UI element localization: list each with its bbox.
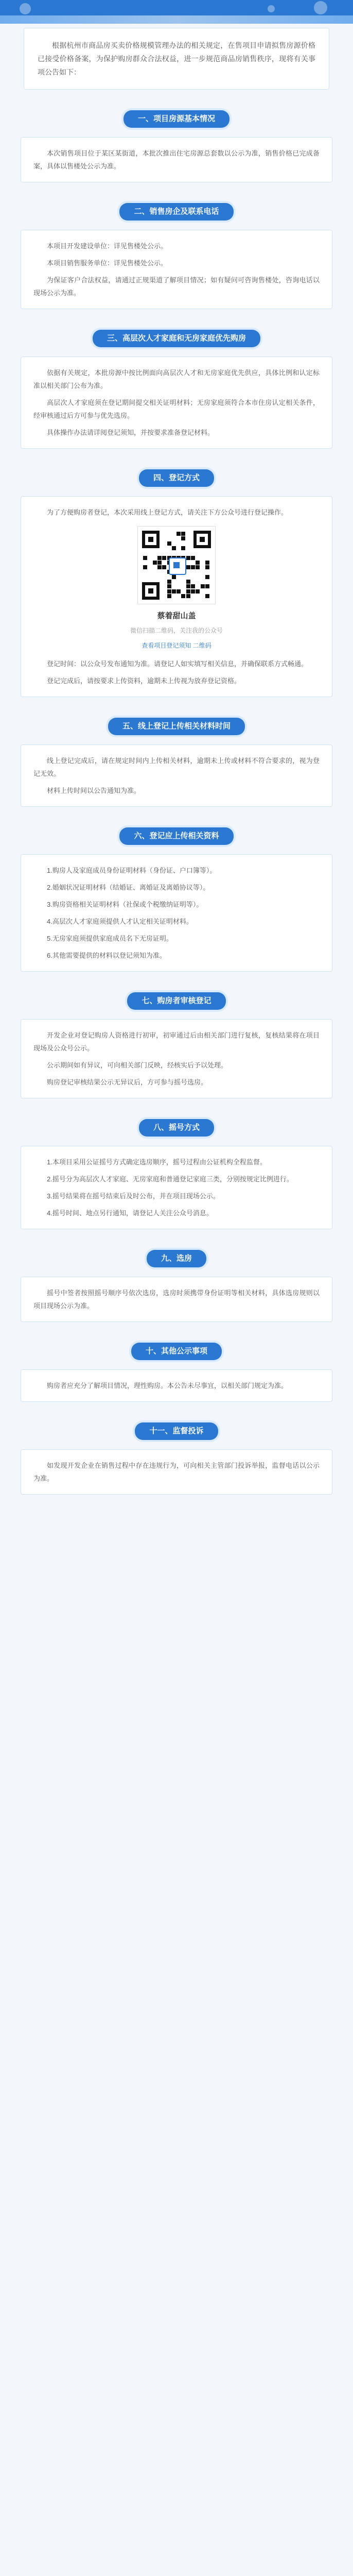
section-header <box>21 1250 332 1267</box>
intro-text: 根据杭州市商品房买卖价格规模管理办法的相关规定，在售项目申请拟售房源价格已接受价格备案，为保护购房群众合法权益，进一步规范商品房销售秩序，现将有关事项公告如下： <box>38 41 315 76</box>
section-card <box>21 744 332 807</box>
qr-link[interactable]: 查看项目登记须知 二维码 <box>142 642 211 649</box>
section-paragraph: 4.高层次人才家庭须提供人才认定相关证明材料。 <box>47 918 193 925</box>
section-paragraph: 摇号中签者按照摇号顺序号依次选房，选房时须携带身份证明等相关材料，具体选房规则以项目现场公示为准。 <box>33 1289 320 1310</box>
section-title: 十、其他公示事项 <box>131 1343 222 1360</box>
section <box>21 1422 332 1495</box>
section-header <box>21 1119 332 1137</box>
section <box>21 330 332 449</box>
qr-module <box>196 565 200 569</box>
qr-finder-pattern <box>142 582 160 600</box>
section <box>21 469 332 697</box>
section <box>21 110 332 182</box>
section <box>21 992 332 1098</box>
section-header <box>21 110 332 128</box>
section-paragraph: 1.购房人及家庭成员身份证明材料（身份证、户口簿等）。 <box>47 867 217 874</box>
qr-module <box>186 580 190 584</box>
qr-account-name: 蔡着甜山盖 <box>157 612 196 620</box>
section-card <box>21 1449 332 1495</box>
qr-module <box>167 580 171 584</box>
section-paragraph: 材料上传时间以公告通知为准。 <box>47 787 141 794</box>
qr-module <box>157 561 162 565</box>
qr-module <box>186 589 190 594</box>
qr-module <box>143 556 147 560</box>
section-paragraph: 本项目开发建设单位：详见售楼处公示。 <box>47 242 168 250</box>
section-title: 二、销售房企及联系电话 <box>119 203 233 221</box>
qr-module <box>205 584 209 588</box>
decoration-circle <box>314 1 327 14</box>
qr-module <box>191 589 195 594</box>
qr-logo-icon <box>169 557 186 575</box>
section-card <box>21 854 332 972</box>
qr-module <box>167 594 171 598</box>
section-header <box>21 469 332 487</box>
section-header <box>21 992 332 1010</box>
qr-module <box>191 556 195 560</box>
section <box>21 1119 332 1229</box>
section-card <box>21 230 332 309</box>
qr-module <box>157 565 162 569</box>
section-paragraph: 3.摇号结果将在摇号结束后及时公布，并在项目现场公示。 <box>47 1192 220 1200</box>
qr-module <box>186 565 190 569</box>
qr-finder-pattern <box>142 531 160 548</box>
section-title: 七、购房者审核登记 <box>127 992 225 1010</box>
section-card <box>21 1146 332 1229</box>
qr-module <box>181 594 185 598</box>
qr-module <box>186 556 190 560</box>
decoration-circle <box>268 5 275 12</box>
section-header <box>21 718 332 735</box>
intro-card <box>24 28 329 90</box>
section-header <box>21 330 332 347</box>
qr-module <box>153 561 157 565</box>
section-paragraph: 具体操作办法请详阅登记须知，并按要求准备登记材料。 <box>47 429 215 436</box>
qr-hint-text: 微信扫描二维码，关注我的公众号 <box>130 627 223 634</box>
section-paragraph: 高层次人才家庭须在登记期间提交相关证明材料；无房家庭须符合本市住房认定相关条件，经审核通过后方可参与优先选房。 <box>33 399 320 419</box>
qr-module <box>143 565 147 569</box>
section-paragraph: 购房登记审核结果公示无异议后，方可参与摇号选房。 <box>47 1078 208 1086</box>
qr-module <box>205 575 209 579</box>
qr-block <box>33 526 320 652</box>
qr-module <box>196 589 200 594</box>
section-paragraph: 购房者应充分了解项目情况，理性购房。本公告未尽事宜，以相关部门规定为准。 <box>47 1382 288 1389</box>
section-paragraph: 本项目销售服务单位：详见售楼处公示。 <box>47 259 168 267</box>
section-card <box>21 137 332 182</box>
section-card <box>21 1019 332 1098</box>
qr-module <box>205 565 209 569</box>
sections-container <box>0 110 353 1495</box>
section-paragraph: 3.购房资格相关证明材料（社保或个税缴纳证明等）。 <box>47 901 203 908</box>
qr-module <box>162 565 166 569</box>
section-paragraph: 为保证客户合法权益，请通过正规渠道了解项目情况；如有疑问可咨询售楼处，咨询电话以现场公示为准。 <box>33 276 320 297</box>
qr-module <box>167 584 171 588</box>
qr-module <box>191 584 195 588</box>
section-paragraph: 1.本项目采用公证摇号方式确定选房顺序，摇号过程由公证机构全程监督。 <box>47 1158 267 1166</box>
section-paragraph: 本次销售项目位于某区某街道，本批次推出住宅房源总套数以公示为准，销售价格已完成备案，具体以售楼处公示为准。 <box>33 149 320 170</box>
section <box>21 1343 332 1402</box>
section-card <box>21 1369 332 1402</box>
section-paragraph: 4.摇号时间、地点另行通知，请登记人关注公众号消息。 <box>47 1209 213 1217</box>
top-banner <box>0 0 353 24</box>
qr-module <box>186 594 190 598</box>
section-card <box>21 496 332 697</box>
qr-module <box>181 546 185 550</box>
qr-module <box>157 556 162 560</box>
decoration-circle <box>20 3 31 14</box>
qr-module <box>172 589 176 594</box>
section <box>21 718 332 807</box>
section-paragraph: 登记时间：以公众号发布通知为准。请登记人如实填写相关信息，并确保联系方式畅通。 <box>47 660 308 668</box>
qr-module <box>172 575 176 579</box>
section-header <box>21 203 332 221</box>
qr-module <box>167 589 171 594</box>
qr-module <box>172 546 176 550</box>
section-card <box>21 1277 332 1322</box>
section-header <box>21 827 332 845</box>
section-title: 五、线上登记上传相关材料时间 <box>108 718 245 735</box>
qr-module <box>162 556 166 560</box>
section-paragraph: 如发现开发企业在销售过程中存在违规行为，可向相关主管部门投诉举报，监督电话以公示为准。 <box>33 1462 320 1482</box>
section-paragraph: 线上登记完成后，请在规定时间内上传相关材料，逾期未上传或材料不符合要求的，视为登记无效。 <box>33 757 320 777</box>
section <box>21 203 332 309</box>
qr-module <box>177 589 181 594</box>
qr-finder-pattern <box>193 531 211 548</box>
section-paragraph: 登记完成后，请按要求上传资料，逾期未上传视为放弃登记资格。 <box>47 677 241 685</box>
section-title: 三、高层次人才家庭和无房家庭优先购房 <box>93 330 260 347</box>
section-header <box>21 1422 332 1440</box>
section <box>21 827 332 972</box>
section-title: 六、登记应上传相关资料 <box>119 827 233 845</box>
qr-module <box>201 584 205 588</box>
section-title: 十一、监督投诉 <box>135 1422 218 1440</box>
section-title: 八、摇号方式 <box>139 1119 214 1137</box>
qr-module <box>196 561 200 565</box>
section-paragraph: 6.其他需要提供的材料以登记须知为准。 <box>47 952 166 959</box>
section-title: 四、登记方式 <box>139 469 214 487</box>
section <box>21 1250 332 1322</box>
qr-module <box>186 584 190 588</box>
section-paragraph: 依据有关规定，本批房源中按比例面向高层次人才和无房家庭优先供应，具体比例和认定标准以相关部门公布为准。 <box>33 369 320 389</box>
section-card <box>21 357 332 449</box>
section-paragraph: 开发企业对登记购房人资格进行初审，初审通过后由相关部门进行复核，复核结果将在项目现场及公众号公示。 <box>33 1031 320 1052</box>
section-title: 九、选房 <box>147 1250 206 1267</box>
qr-module <box>191 565 195 569</box>
qr-module <box>205 561 209 565</box>
section-paragraph: 2.摇号分为高层次人才家庭、无房家庭和普通登记家庭三类，分别按规定比例进行。 <box>47 1175 293 1183</box>
qr-module <box>181 532 185 536</box>
section-paragraph: 公示期间如有异议，可向相关部门反映，经核实后予以处理。 <box>47 1061 228 1069</box>
qr-code-icon[interactable] <box>137 526 216 604</box>
qr-module <box>177 532 181 536</box>
section-paragraph: 2.婚姻状况证明材料（结婚证、离婚证及离婚协议等）。 <box>47 884 210 891</box>
section-title: 一、项目房源基本情况 <box>123 110 230 128</box>
section-header <box>21 1343 332 1360</box>
section-paragraph: 为了方便购房者登记，本次采用线上登记方式，请关注下方公众号进行登记操作。 <box>47 509 288 516</box>
section-paragraph: 5.无房家庭须提供家庭成员名下无房证明。 <box>47 935 173 942</box>
qr-module <box>205 594 209 598</box>
qr-module <box>181 536 185 540</box>
qr-module <box>167 541 171 546</box>
